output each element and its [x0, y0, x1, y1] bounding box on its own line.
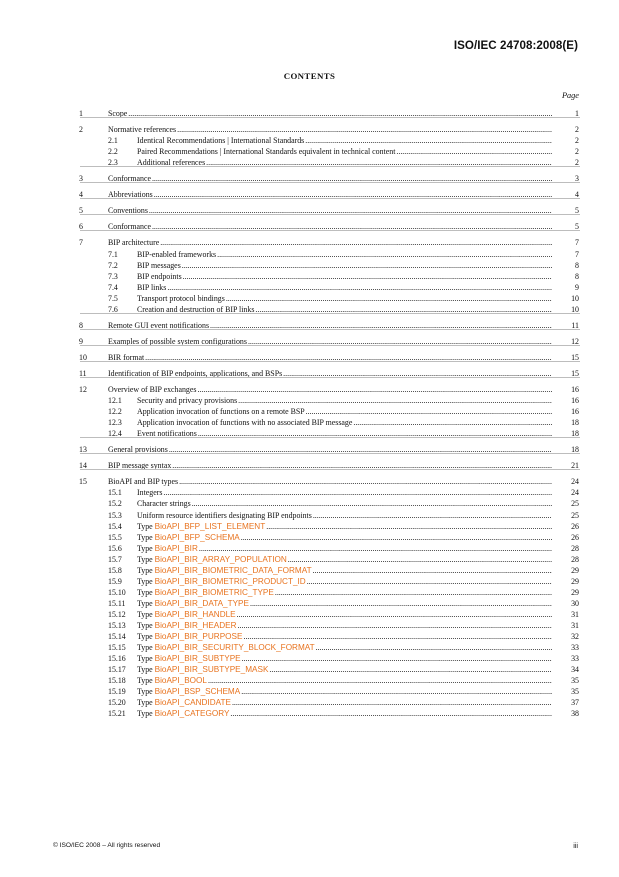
toc-dot-leader: [353, 417, 552, 428]
toc-entry-title-line: [137, 598, 552, 609]
toc-dot-leader: [305, 135, 552, 146]
toc-entry[interactable]: [0, 293, 619, 304]
toc-entry[interactable]: [0, 260, 619, 271]
toc-entry-number: 15.13: [108, 621, 126, 630]
toc-entry-type-link[interactable]: BioAPI_BIR_HEADER: [154, 621, 237, 630]
toc-entry-title-line: [137, 260, 552, 271]
toc-entry-page: 7: [575, 238, 579, 248]
toc-entry-page: 2: [575, 158, 579, 168]
toc-dot-leader: [266, 521, 552, 532]
toc-entry-type-link[interactable]: BioAPI_BIR_BIOMETRIC_DATA_FORMAT: [154, 565, 312, 575]
toc-entry[interactable]: [0, 664, 619, 675]
toc-entry-number: 10: [79, 352, 87, 362]
toc-entry-type-prefix: Type: [137, 554, 155, 564]
toc-entry-page: 16: [571, 396, 579, 406]
toc-dot-leader: [182, 260, 552, 271]
toc-entry-title-line: [137, 675, 552, 686]
toc-dot-leader: [163, 487, 552, 498]
toc-entry-title: BIP links: [137, 282, 167, 292]
toc-entry[interactable]: [0, 598, 619, 609]
toc-entry-number: 8: [79, 320, 83, 330]
toc-dot-leader: [316, 642, 552, 653]
toc-entry-title: BIP message syntax: [108, 461, 172, 471]
toc-dot-leader: [160, 237, 552, 248]
toc-entry-title: Conformance: [108, 222, 151, 232]
toc-entry-number: 12.2: [108, 407, 122, 417]
toc-entry-title: BIP architecture: [108, 238, 160, 248]
footer-copyright: © ISO/IEC 2008 – All rights reserved: [53, 842, 161, 849]
toc-entry[interactable]: [0, 609, 619, 620]
toc-entry-page: 18: [571, 429, 579, 439]
toc-entry-title: BIR format: [108, 352, 145, 362]
toc-entry[interactable]: [0, 487, 619, 498]
toc-entry-type-prefix: Type: [137, 609, 155, 619]
toc-entry-page: 34: [571, 665, 579, 675]
toc-entry-type-link[interactable]: BioAPI_BIR: [154, 543, 198, 553]
toc-entry-number: 15.14: [108, 632, 126, 642]
toc-entry-type-link[interactable]: BioAPI_BIR_BIOMETRIC_PRODUCT_ID: [154, 576, 306, 586]
toc-entry-type-link[interactable]: BioAPI_BIR_ARRAY_POPULATION: [154, 554, 287, 564]
toc-entry-title: Uniform resource identifiers designating BIP endpoints: [137, 510, 312, 520]
toc-entry-title: Normative references: [108, 125, 177, 135]
toc-entry-page: 16: [571, 407, 579, 417]
toc-entry[interactable]: [0, 642, 619, 653]
toc-entry-page: 2: [575, 147, 579, 157]
toc-entry-number: 15.15: [108, 643, 126, 653]
toc-entry-type-prefix: Type: [137, 587, 155, 597]
toc-entry-number: 15: [79, 477, 87, 487]
toc-entry-type-prefix: Type: [137, 709, 155, 719]
toc-entry-page: 28: [571, 543, 579, 553]
toc-entry-title: General provisions: [108, 445, 168, 455]
toc-entry-type-prefix: Type: [137, 532, 155, 542]
toc-entry-number: 12.1: [108, 396, 122, 406]
toc-entry-page: 33: [571, 643, 579, 653]
toc-entry-title: BIP messages: [137, 260, 181, 270]
toc-entry-type-link[interactable]: BioAPI_BIR_DATA_TYPE: [154, 598, 249, 608]
toc-entry-number: 15.19: [108, 687, 126, 697]
toc-entry-type-prefix: Type: [137, 665, 155, 675]
toc-dot-leader: [226, 293, 552, 304]
toc-entry-title-line: [137, 487, 552, 498]
toc-dot-leader: [238, 620, 552, 631]
toc-dot-leader: [237, 609, 552, 620]
toc-entry[interactable]: [0, 237, 619, 248]
toc-entry-type-link[interactable]: BioAPI_BIR_BIOMETRIC_TYPE: [154, 587, 274, 597]
toc-entry-title: BioAPI and BIP types: [108, 477, 179, 487]
page-column-label: Page: [561, 91, 579, 100]
toc-entry-title: Conventions: [108, 206, 148, 216]
toc-entry-number: 2.3: [108, 158, 118, 168]
toc-dot-leader: [230, 708, 552, 719]
toc-entry-title: Paired Recommendations | International Standards equivalent in technical content: [137, 147, 396, 157]
toc-entry-number: 15.3: [108, 510, 122, 520]
toc-entry[interactable]: [0, 135, 619, 146]
toc-entry-page: 11: [571, 320, 579, 330]
toc-entry-page: 37: [571, 698, 579, 708]
toc-entry[interactable]: [0, 395, 619, 406]
toc-dot-leader: [183, 271, 552, 282]
toc-entry-title: Integers: [137, 488, 163, 498]
toc-entry-title-line: [108, 237, 552, 248]
document-id-header: ISO/IEC 24708:2008(E): [453, 39, 578, 52]
toc-entry[interactable]: [0, 565, 619, 576]
toc-entry-page: 5: [575, 206, 579, 216]
toc-entry-title-line: [137, 697, 552, 708]
toc-entry-number: 6: [79, 222, 83, 232]
toc-entry-number: 15.20: [108, 698, 126, 708]
toc-entry-title: Overview of BIP exchanges: [108, 385, 197, 394]
toc-entry-title-line: [108, 124, 552, 135]
toc-entry-number: 15.5: [108, 532, 122, 542]
toc-entry-number: 5: [79, 206, 83, 216]
toc-entry-type-link[interactable]: BioAPI_BIR_PURPOSE: [154, 632, 243, 642]
toc-entry-page: 2: [575, 136, 579, 146]
toc-dot-leader: [177, 124, 552, 135]
toc-entry-number: 3: [79, 174, 83, 184]
toc-entry-title-line: [137, 708, 552, 719]
toc-entry-title-line: [137, 293, 552, 304]
toc-entry-page: 25: [571, 499, 579, 509]
toc-entry-number: 12: [79, 385, 87, 394]
toc-entry-number: 15.8: [108, 565, 122, 575]
toc-entry-page: 32: [571, 632, 579, 642]
toc-entry-title-line: [137, 686, 552, 697]
toc-entry[interactable]: [0, 521, 619, 532]
toc-entry-page: 4: [575, 190, 579, 200]
toc-entry-page: 26: [571, 521, 579, 531]
toc-entry-number: 1: [79, 109, 83, 118]
toc-entry-type-prefix: Type: [137, 521, 155, 531]
toc-separator-rule: [80, 453, 580, 454]
toc-entry-number: 15.11: [108, 598, 126, 608]
toc-entry-page: 31: [571, 621, 579, 630]
toc-entry-title-line: [137, 642, 552, 653]
toc-entry-title-line: [137, 620, 552, 631]
toc-entry-type-prefix: Type: [137, 565, 155, 575]
toc-entry-number: 2: [79, 125, 83, 135]
toc-entry-number: 15.17: [108, 665, 126, 675]
toc-entry-title: Scope: [108, 109, 128, 118]
toc-entry-title-line: [137, 664, 552, 675]
toc-entry-page: 35: [571, 687, 579, 697]
toc-entry[interactable]: [0, 146, 619, 157]
toc-entry-type-prefix: Type: [137, 687, 155, 697]
toc-entry-page: 5: [575, 222, 579, 232]
toc-dot-leader: [199, 543, 552, 554]
toc-entry-number: 15.18: [108, 676, 126, 686]
toc-entry-title: Application invocation of functions with no associated BIP message: [137, 418, 353, 428]
toc-entry-number: 7.6: [108, 304, 118, 314]
toc-entry-title: Transport protocol bindings: [137, 293, 225, 303]
toc-entry-type-link[interactable]: BioAPI_BFP_LIST_ELEMENT: [154, 521, 266, 531]
toc-entry-page: 21: [571, 461, 579, 471]
toc-dot-leader: [197, 384, 552, 395]
toc-dot-leader: [243, 631, 552, 642]
toc-entry-title-line: [137, 521, 552, 532]
toc-entry-page: 29: [571, 576, 579, 586]
toc-entry-number: 15.4: [108, 521, 122, 531]
toc-entry-title: Abbreviations: [108, 190, 153, 200]
toc-entry-page: 16: [571, 385, 579, 394]
toc-dot-leader: [269, 664, 552, 675]
toc-entry-type-link[interactable]: BioAPI_BFP_SCHEMA: [154, 532, 240, 542]
toc-entry-title-line: [137, 135, 552, 146]
toc-entry-type-link[interactable]: BioAPI_CATEGORY: [154, 709, 230, 719]
page-title: CONTENTS: [283, 71, 336, 81]
toc-entry-title-line: [137, 282, 552, 293]
toc-separator-rule: [80, 166, 580, 167]
toc-entry-number: 7.5: [108, 293, 118, 303]
toc-entry-number: 15.12: [108, 609, 126, 619]
toc-entry[interactable]: [0, 554, 619, 565]
toc-entry-page: 25: [571, 510, 579, 520]
toc-entry-number: 15.21: [108, 709, 126, 719]
toc-entry-type-prefix: Type: [137, 632, 155, 642]
toc-entry[interactable]: [0, 510, 619, 521]
toc-separator-rule: [80, 313, 580, 314]
toc-entry-title: Remote GUI event notifications: [108, 320, 210, 330]
toc-entry-title: BIP endpoints: [137, 271, 182, 281]
toc-entry[interactable]: [0, 576, 619, 587]
toc-entry[interactable]: [0, 543, 619, 554]
toc-entry-page: 15: [571, 352, 579, 362]
toc-entry[interactable]: [0, 532, 619, 543]
toc-entry-number: 15.2: [108, 499, 122, 509]
toc-entry-type-link[interactable]: BioAPI_BSP_SCHEMA: [154, 687, 241, 697]
toc-entry-type-prefix: Type: [137, 543, 155, 553]
toc-entry-number: 11: [79, 368, 87, 378]
toc-dot-leader: [232, 697, 552, 708]
toc-dot-leader: [275, 587, 552, 598]
toc-entry-title: Application invocation of functions on a remote BSP: [137, 407, 305, 417]
toc-dot-leader: [396, 146, 552, 157]
toc-entry-number: 4: [79, 190, 83, 200]
toc-entry-title-line: [137, 565, 552, 576]
toc-entry[interactable]: [0, 384, 619, 395]
toc-entry-number: 2.1: [108, 136, 118, 146]
toc-entry-page: 9: [575, 282, 579, 292]
toc-entry-number: 15.1: [108, 488, 122, 498]
toc-dot-leader: [179, 476, 552, 487]
toc-entry-number: 7.4: [108, 282, 118, 292]
toc-entry-page: 35: [571, 676, 579, 686]
toc-entry-number: 7.3: [108, 271, 118, 281]
toc-entry-type-link[interactable]: BioAPI_CANDIDATE: [154, 698, 231, 708]
toc-entry[interactable]: [0, 675, 619, 686]
toc-entry[interactable]: [0, 406, 619, 417]
toc-entry-title: Character strings: [137, 499, 191, 509]
toc-entry-number: 15.10: [108, 587, 126, 597]
toc-dot-leader: [307, 576, 552, 587]
toc-entry[interactable]: [0, 498, 619, 509]
toc-entry-type-prefix: Type: [137, 654, 155, 664]
toc-entry-number: 15.16: [108, 654, 126, 664]
toc-separator-rule: [80, 437, 580, 438]
toc-entry-title-line: [137, 417, 552, 428]
toc-entry[interactable]: [0, 249, 619, 260]
toc-entry[interactable]: [0, 653, 619, 664]
toc-dot-leader: [217, 249, 552, 260]
toc-entry-title: Identical Recommendations | International Standards: [137, 136, 305, 146]
toc-entry-title-line: [137, 249, 552, 260]
toc-entry-title: Identification of BIP endpoints, applications, and BSPs: [108, 368, 283, 378]
toc-entry-title: Additional references: [137, 158, 206, 168]
toc-entry-page: 10: [571, 293, 579, 303]
toc-dot-leader: [238, 395, 552, 406]
toc-entry-type-prefix: Type: [137, 643, 155, 653]
toc-separator-rule: [80, 377, 580, 378]
toc-dot-leader: [313, 510, 552, 521]
toc-dot-leader: [250, 598, 552, 609]
toc-entry-page: 29: [571, 587, 579, 597]
toc-dot-leader: [313, 565, 552, 576]
toc-entry-type-prefix: Type: [137, 576, 155, 586]
toc-dot-leader: [167, 282, 552, 293]
toc-entry-number: 15.9: [108, 576, 122, 586]
toc-entry-number: 15.7: [108, 554, 122, 564]
toc-entry-page: 28: [571, 554, 579, 564]
toc-entry[interactable]: [0, 708, 619, 719]
toc-entry-type-link[interactable]: BioAPI_BIR_SUBTYPE: [154, 654, 241, 664]
toc-entry-title-line: [137, 395, 552, 406]
toc-dot-leader: [306, 406, 552, 417]
toc-entry-page: 12: [571, 336, 579, 346]
toc-entry-title: Conformance: [108, 174, 151, 184]
toc-entry-title-line: [137, 146, 552, 157]
toc-dot-leader: [242, 653, 552, 664]
toc-entry[interactable]: [0, 271, 619, 282]
toc-entry-title-line: [137, 498, 552, 509]
toc-entry-page: 24: [571, 488, 579, 498]
toc-entry-number: 9: [79, 336, 83, 346]
toc-entry-title-line: [137, 406, 552, 417]
toc-entry-title-line: [137, 554, 552, 565]
toc-entry-type-prefix: Type: [137, 621, 155, 630]
toc-entry-title-line: [137, 271, 552, 282]
toc-entry[interactable]: [0, 697, 619, 708]
toc-entry-title: BIP-enabled frameworks: [137, 249, 217, 259]
toc-entry-title: Security and privacy provisions: [137, 396, 238, 406]
toc-entry-title-line: [137, 587, 552, 598]
toc-entry[interactable]: [0, 631, 619, 642]
toc-entry-page: 26: [571, 532, 579, 542]
toc-entry-number: 2.2: [108, 147, 118, 157]
toc-entry-title: Creation and destruction of BIP links: [137, 304, 255, 314]
toc-entry-type-prefix: Type: [137, 676, 155, 686]
toc-dot-leader: [241, 686, 552, 697]
toc-separator-rule: [80, 182, 580, 183]
toc-entry-title-line: [137, 631, 552, 642]
toc-dot-leader: [208, 675, 552, 686]
toc-dot-leader: [288, 554, 552, 565]
toc-entry-number: 12.3: [108, 418, 122, 428]
toc-entry-page: 8: [575, 271, 579, 281]
toc-entry-page: 24: [571, 477, 579, 487]
toc-entry-number: 13: [79, 445, 87, 455]
toc-entry[interactable]: [0, 417, 619, 428]
toc-entry-page: 18: [571, 445, 579, 455]
toc-entry-page: 7: [575, 249, 579, 259]
toc-separator-rule: [80, 230, 580, 231]
toc-entry-title: Event notifications: [137, 429, 197, 439]
toc-entry-title-line: [137, 609, 552, 620]
toc-entry-page: 30: [571, 598, 579, 608]
toc-entry-type-link[interactable]: BioAPI_BIR_SECURITY_BLOCK_FORMAT: [154, 643, 315, 653]
toc-separator-rule: [80, 361, 580, 362]
toc-entry-page: 31: [571, 609, 579, 619]
toc-entry[interactable]: [0, 124, 619, 135]
toc-separator-rule: [80, 345, 580, 346]
footer-page-number: iii: [573, 841, 578, 850]
toc-entry-page: 18: [571, 418, 579, 428]
toc-entry-page: 33: [571, 654, 579, 664]
toc-entry-type-prefix: Type: [137, 698, 155, 708]
toc-entry-page: 1: [575, 109, 579, 118]
toc-separator-rule: [80, 198, 580, 199]
toc-entry-type-link[interactable]: BioAPI_BIR_HANDLE: [154, 609, 236, 619]
toc-separator-rule: [80, 329, 580, 330]
toc-dot-leader: [192, 498, 552, 509]
toc-entry[interactable]: [0, 282, 619, 293]
toc-entry-number: 12.4: [108, 429, 122, 439]
toc-entry-page: 15: [571, 368, 579, 378]
toc-separator-rule: [80, 469, 580, 470]
toc-entry-page: 2: [575, 125, 579, 135]
toc-entry[interactable]: [0, 587, 619, 598]
toc-separator-rule: [80, 214, 580, 215]
toc-entry-number: 7.2: [108, 260, 118, 270]
toc-entry-page: 8: [575, 260, 579, 270]
toc-entry-title-line: [137, 653, 552, 664]
toc-entry-number: 14: [79, 461, 87, 471]
toc-entry-title: Examples of possible system configurations: [108, 336, 247, 346]
toc-entry-page: 38: [571, 709, 579, 719]
toc-dot-leader: [241, 532, 552, 543]
toc-separator-rule: [80, 117, 580, 118]
toc-entry[interactable]: [0, 620, 619, 631]
toc-entry-number: 15.6: [108, 543, 122, 553]
toc-entry-title-line: [137, 510, 552, 521]
toc-entry-title-line: [137, 576, 552, 587]
toc-entry-type-link[interactable]: BioAPI_BOOL: [154, 676, 207, 686]
toc-entry[interactable]: [0, 476, 619, 487]
toc-entry-page: 29: [571, 565, 579, 575]
toc-entry[interactable]: [0, 686, 619, 697]
toc-entry-title-line: [108, 384, 552, 395]
toc-entry-type-prefix: Type: [137, 598, 155, 608]
toc-entry-title-line: [108, 476, 552, 487]
toc-entry-number: 7: [79, 238, 83, 248]
toc-entry-type-link[interactable]: BioAPI_BIR_SUBTYPE_MASK: [154, 665, 269, 675]
toc-entry-number: 7.1: [108, 249, 118, 259]
toc-entry-page: 10: [571, 304, 579, 314]
toc-entry-title-line: [137, 543, 552, 554]
toc-entry-page: 3: [575, 174, 579, 184]
toc-entry-title-line: [137, 532, 552, 543]
